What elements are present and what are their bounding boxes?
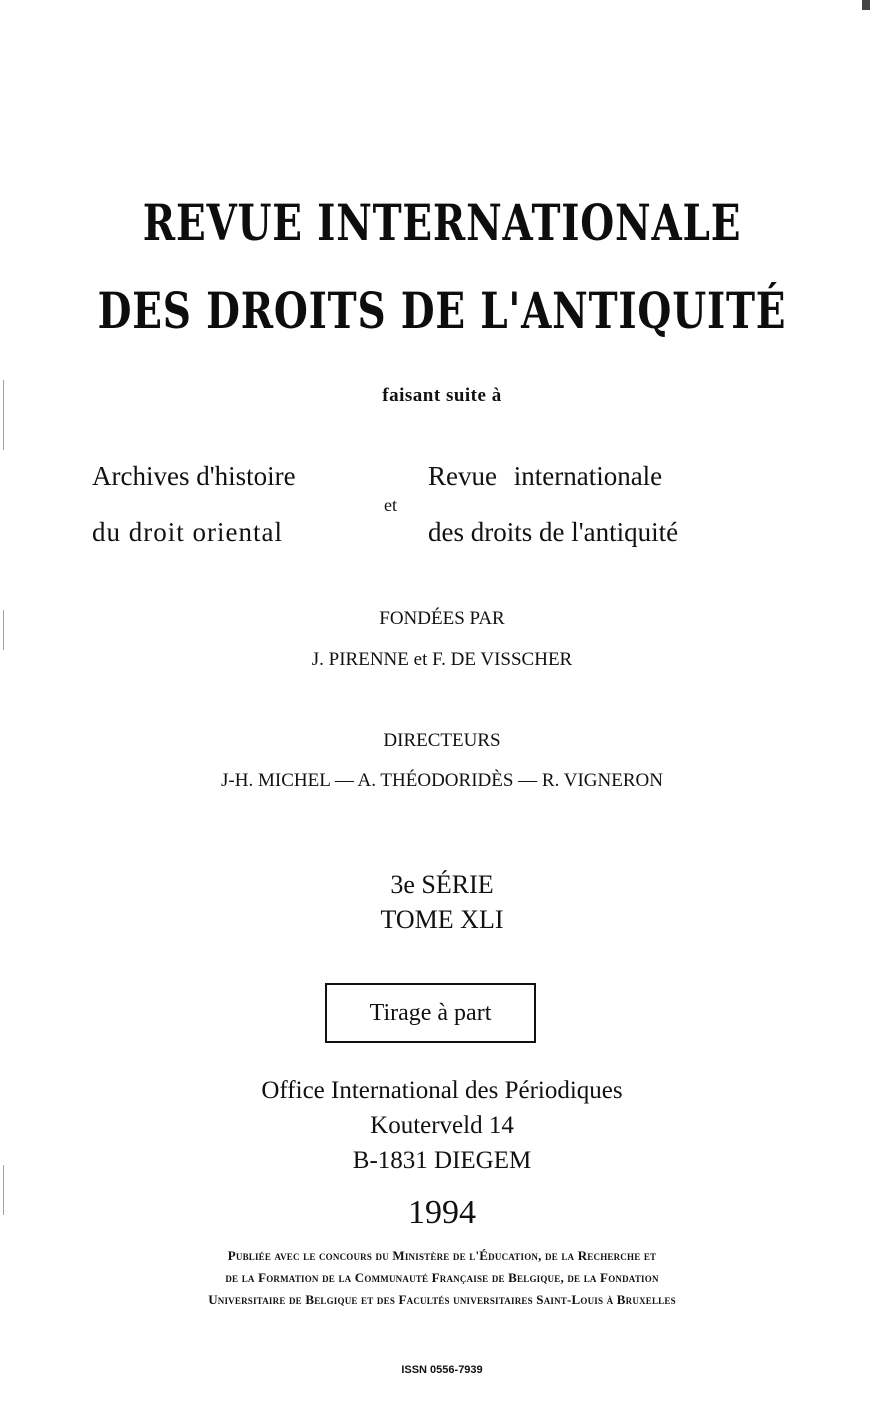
series-label: 3e SÉRIE bbox=[390, 870, 494, 899]
publisher-street: Kouterveld 14 bbox=[370, 1112, 514, 1139]
funding-notice-line-2: de la Formation de la Communauté Française de Belgique, de la Fondation bbox=[225, 1270, 659, 1285]
offprint-box bbox=[325, 983, 536, 1043]
publisher-city: B-1831 DIEGEM bbox=[352, 1147, 532, 1174]
publisher-name: Office International des Périodiques bbox=[261, 1077, 623, 1104]
journal-title-line-1: REVUE INTERNATIONALE bbox=[142, 193, 742, 252]
predecessor-left-line-1: Archives d'histoire bbox=[92, 461, 296, 491]
issn-number: ISSN 0556-7939 bbox=[401, 1364, 483, 1376]
scan-artifact bbox=[3, 1165, 4, 1215]
predecessor-conjunction: et bbox=[384, 495, 397, 515]
scan-artifact bbox=[3, 380, 4, 450]
scan-artifact bbox=[3, 610, 4, 650]
continuation-note: faisant suite à bbox=[382, 385, 502, 406]
journal-title-line-2: DES DROITS DE L'ANTIQUITÉ bbox=[97, 281, 787, 340]
scan-artifact bbox=[862, 0, 870, 10]
funding-notice-line-3: Universitaire de Belgique et des Facultés universitaires Saint-Louis à Bruxelles bbox=[208, 1292, 676, 1307]
funding-notice-line-1: Publiée avec le concours du Ministère de l'Éducation, de la Recherche et bbox=[227, 1248, 657, 1263]
founders-names: J. PIRENNE et F. DE VISSCHER bbox=[311, 649, 573, 670]
predecessor-left-line-2: du droit oriental bbox=[92, 517, 283, 547]
offprint-label: Tirage à part bbox=[369, 999, 492, 1026]
tome-label: TOME XLI bbox=[380, 905, 504, 934]
founded-by-label: FONDÉES PAR bbox=[379, 608, 505, 629]
directors-label: DIRECTEURS bbox=[383, 730, 501, 751]
directors-names: J-H. MICHEL — A. THÉODORIDÈS — R. VIGNERON bbox=[221, 770, 663, 791]
predecessor-right-line-1: Revue internationale bbox=[428, 461, 663, 491]
predecessor-right-line-2: des droits de l'antiquité bbox=[428, 517, 679, 547]
publication-year: 1994 bbox=[408, 1194, 476, 1231]
